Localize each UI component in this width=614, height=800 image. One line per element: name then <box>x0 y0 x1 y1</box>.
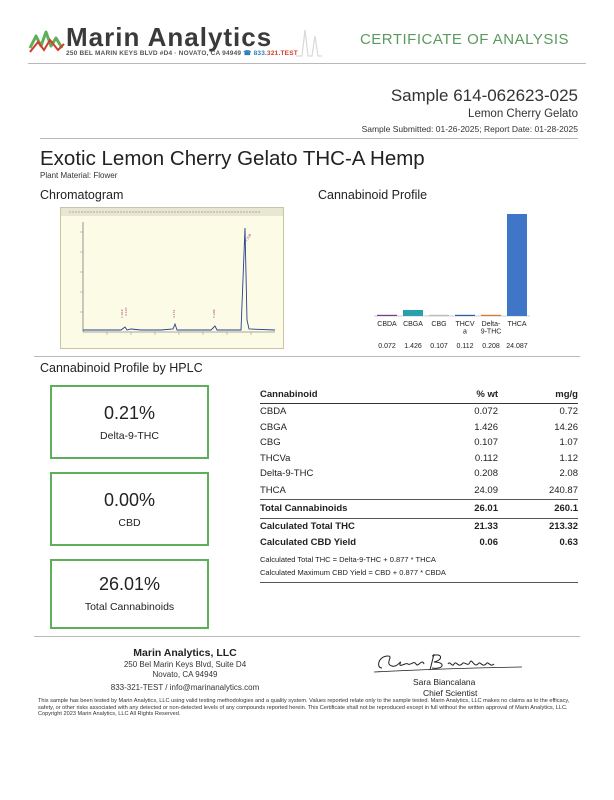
table-calc-cbd-row <box>260 535 578 551</box>
x-tick-label: CBG <box>431 321 447 328</box>
table-row <box>260 482 578 499</box>
logo-address: 250 BEL MARIN KEYS BLVD #D4 · NOVATO, CA 94949 <box>66 50 242 57</box>
footer-company: Marin Analytics, LLC <box>133 647 237 659</box>
chromatogram-plot <box>61 208 283 348</box>
value-label: 0.072 <box>378 343 396 350</box>
sample-name: Lemon Cherry Gelato <box>468 108 578 120</box>
footer-address2: Novato, CA 94949 <box>152 670 218 679</box>
chromatogram-image <box>60 207 284 349</box>
x-tick-label: 9-THC <box>480 328 502 336</box>
table-total-row <box>260 499 578 518</box>
phone-suffix: TEST <box>280 50 298 57</box>
svg-text:1.610: 1.610 <box>120 309 124 318</box>
col-header-pct: % wt <box>476 389 498 400</box>
sample-divider <box>40 138 578 139</box>
hplc-heading: Cannabinoid Profile by HPLC <box>40 361 203 375</box>
disclaimer-text: This sample has been tested by Marin Analytics, LLC using valid testing methodologies and a quality system. Values reported relate only to the sample tested. Marin Analytics, LLC makes no claims as to the efficacy, safety, or other risks associated with any detected or non-detected levels of any compounds reported herein. This Certificate shall not be reproduced except in full without the written approval of Marin Analytics, LLC. Copyright 2023 Marin Analytics, LLC All Rights Reserved. <box>38 698 570 718</box>
stat-box-total <box>50 559 209 629</box>
cell-pct: 24.09 <box>474 484 498 496</box>
cell-pct: 1.426 <box>474 421 498 433</box>
cell-pct: 0.112 <box>474 452 498 464</box>
cell-name: CBDA <box>260 406 287 418</box>
phone-mid: 321. <box>267 50 281 57</box>
cell-name: Total Cannabinoids <box>260 503 348 514</box>
bar-cbda <box>377 315 397 316</box>
table-note-cbd: Calculated Maximum CBD Yield = CBD + 0.877 * CBDA <box>260 566 578 583</box>
cell-mgg: 0.63 <box>559 537 578 548</box>
cell-name: Calculated Total THC <box>260 521 355 532</box>
signature-image <box>372 648 527 676</box>
cell-name: THCVa <box>260 452 291 464</box>
value-label: 1.426 <box>404 343 422 350</box>
x-tick-label: CBGA <box>403 321 423 328</box>
cell-pct: 26.01 <box>474 503 498 514</box>
bar-delta-9-thc <box>481 315 501 316</box>
x-tick-label: Delta- <box>481 321 501 328</box>
cell-mgg: 1.07 <box>559 437 578 449</box>
cell-mgg: 240.87 <box>548 484 578 496</box>
cell-name: THCA <box>260 484 286 496</box>
document-title: CERTIFICATE OF ANALYSIS <box>359 31 569 48</box>
col-header-mgg: mg/g <box>555 389 578 400</box>
table-row <box>260 420 578 436</box>
table-header-row <box>260 386 578 404</box>
company-logo-icon <box>28 26 66 56</box>
table-row <box>260 435 578 451</box>
cell-pct: 21.33 <box>474 521 498 532</box>
table-row <box>260 451 578 467</box>
lower-divider <box>34 636 580 637</box>
header-divider <box>28 63 586 64</box>
chromatogram-heading: Chromatogram <box>40 188 124 202</box>
stat-value: 0.21% <box>103 403 156 423</box>
svg-text:2.143: 2.143 <box>124 307 128 316</box>
table-calc-thc-row <box>260 518 578 535</box>
signer-name: Sara Biancalana <box>413 677 476 687</box>
cell-mgg: 260.1 <box>554 503 578 514</box>
x-tick-label: THCV <box>455 321 475 328</box>
company-address-line <box>66 49 298 57</box>
phone-prefix: 833. <box>253 50 268 57</box>
product-title: Exotic Lemon Cherry Gelato THC-A Hemp <box>40 147 425 170</box>
cell-mgg: 0.72 <box>559 406 578 418</box>
bar-thcva <box>455 315 475 316</box>
profile-chart-heading: Cannabinoid Profile <box>318 188 428 202</box>
stat-label: CBD <box>118 517 141 529</box>
sample-number: Sample 614-062623-025 <box>390 86 578 105</box>
x-tick-label: a <box>463 328 467 336</box>
stat-label: Delta-9-THC <box>100 430 159 442</box>
stat-label: Total Cannabinoids <box>84 601 175 613</box>
svg-text:7.328: 7.328 <box>244 233 253 243</box>
bar-cbg <box>429 315 449 316</box>
cell-name: CBG <box>260 437 281 449</box>
company-logo-text: Marin Analytics <box>66 22 273 52</box>
signer-role: Chief Scientist <box>423 688 478 698</box>
cell-mgg: 14.26 <box>554 421 578 433</box>
cell-name: CBGA <box>260 421 287 433</box>
table-row <box>260 466 578 482</box>
cell-mgg: 213.32 <box>548 521 578 532</box>
stat-box-cbd <box>50 472 209 546</box>
value-label: 0.107 <box>430 343 448 350</box>
value-label: 24.087 <box>506 343 528 350</box>
profile-bar-chart <box>370 200 540 355</box>
cell-pct: 0.208 <box>474 468 498 480</box>
logo-phone: ☎ 833.321.TEST <box>243 50 298 57</box>
hplc-table <box>260 386 578 583</box>
svg-text:5.200: 5.200 <box>212 309 216 318</box>
cell-pct: 0.107 <box>474 437 498 449</box>
bar-cbga <box>403 310 423 316</box>
mid-divider <box>34 356 580 357</box>
x-tick-label: CBDA <box>377 321 397 328</box>
cell-name: Calculated CBD Yield <box>260 537 357 548</box>
cell-mgg: 1.12 <box>559 452 578 464</box>
value-label: 0.208 <box>482 343 500 350</box>
sample-dates: Sample Submitted: 01-26-2025; Report Date: 01-28-2025 <box>361 124 578 134</box>
stat-value: 0.00% <box>103 490 156 510</box>
table-note-thc: Calculated Total THC = Delta-9-THC + 0.877 * THCA <box>260 555 436 564</box>
stat-value: 26.01% <box>98 574 161 594</box>
bar-thca <box>507 214 527 316</box>
footer-contact: 833-321-TEST / info@marinanalytics.com <box>110 683 260 692</box>
logo-peak-icon <box>296 26 322 58</box>
footer-address1: 250 Bel Marin Keys Blvd, Suite D4 <box>123 660 247 669</box>
table-row <box>260 404 578 420</box>
col-header-cannabinoid: Cannabinoid <box>260 389 318 400</box>
value-label: 0.112 <box>456 343 474 350</box>
cell-pct: 0.06 <box>479 537 498 548</box>
cell-mgg: 2.08 <box>559 468 578 480</box>
cell-name: Delta-9-THC <box>260 468 314 480</box>
cell-pct: 0.072 <box>474 406 498 418</box>
svg-text:4.151: 4.151 <box>172 309 176 318</box>
stat-box-delta9 <box>50 385 209 459</box>
plant-material: Plant Material: Flower <box>40 171 118 180</box>
x-tick-label: THCA <box>507 321 527 328</box>
